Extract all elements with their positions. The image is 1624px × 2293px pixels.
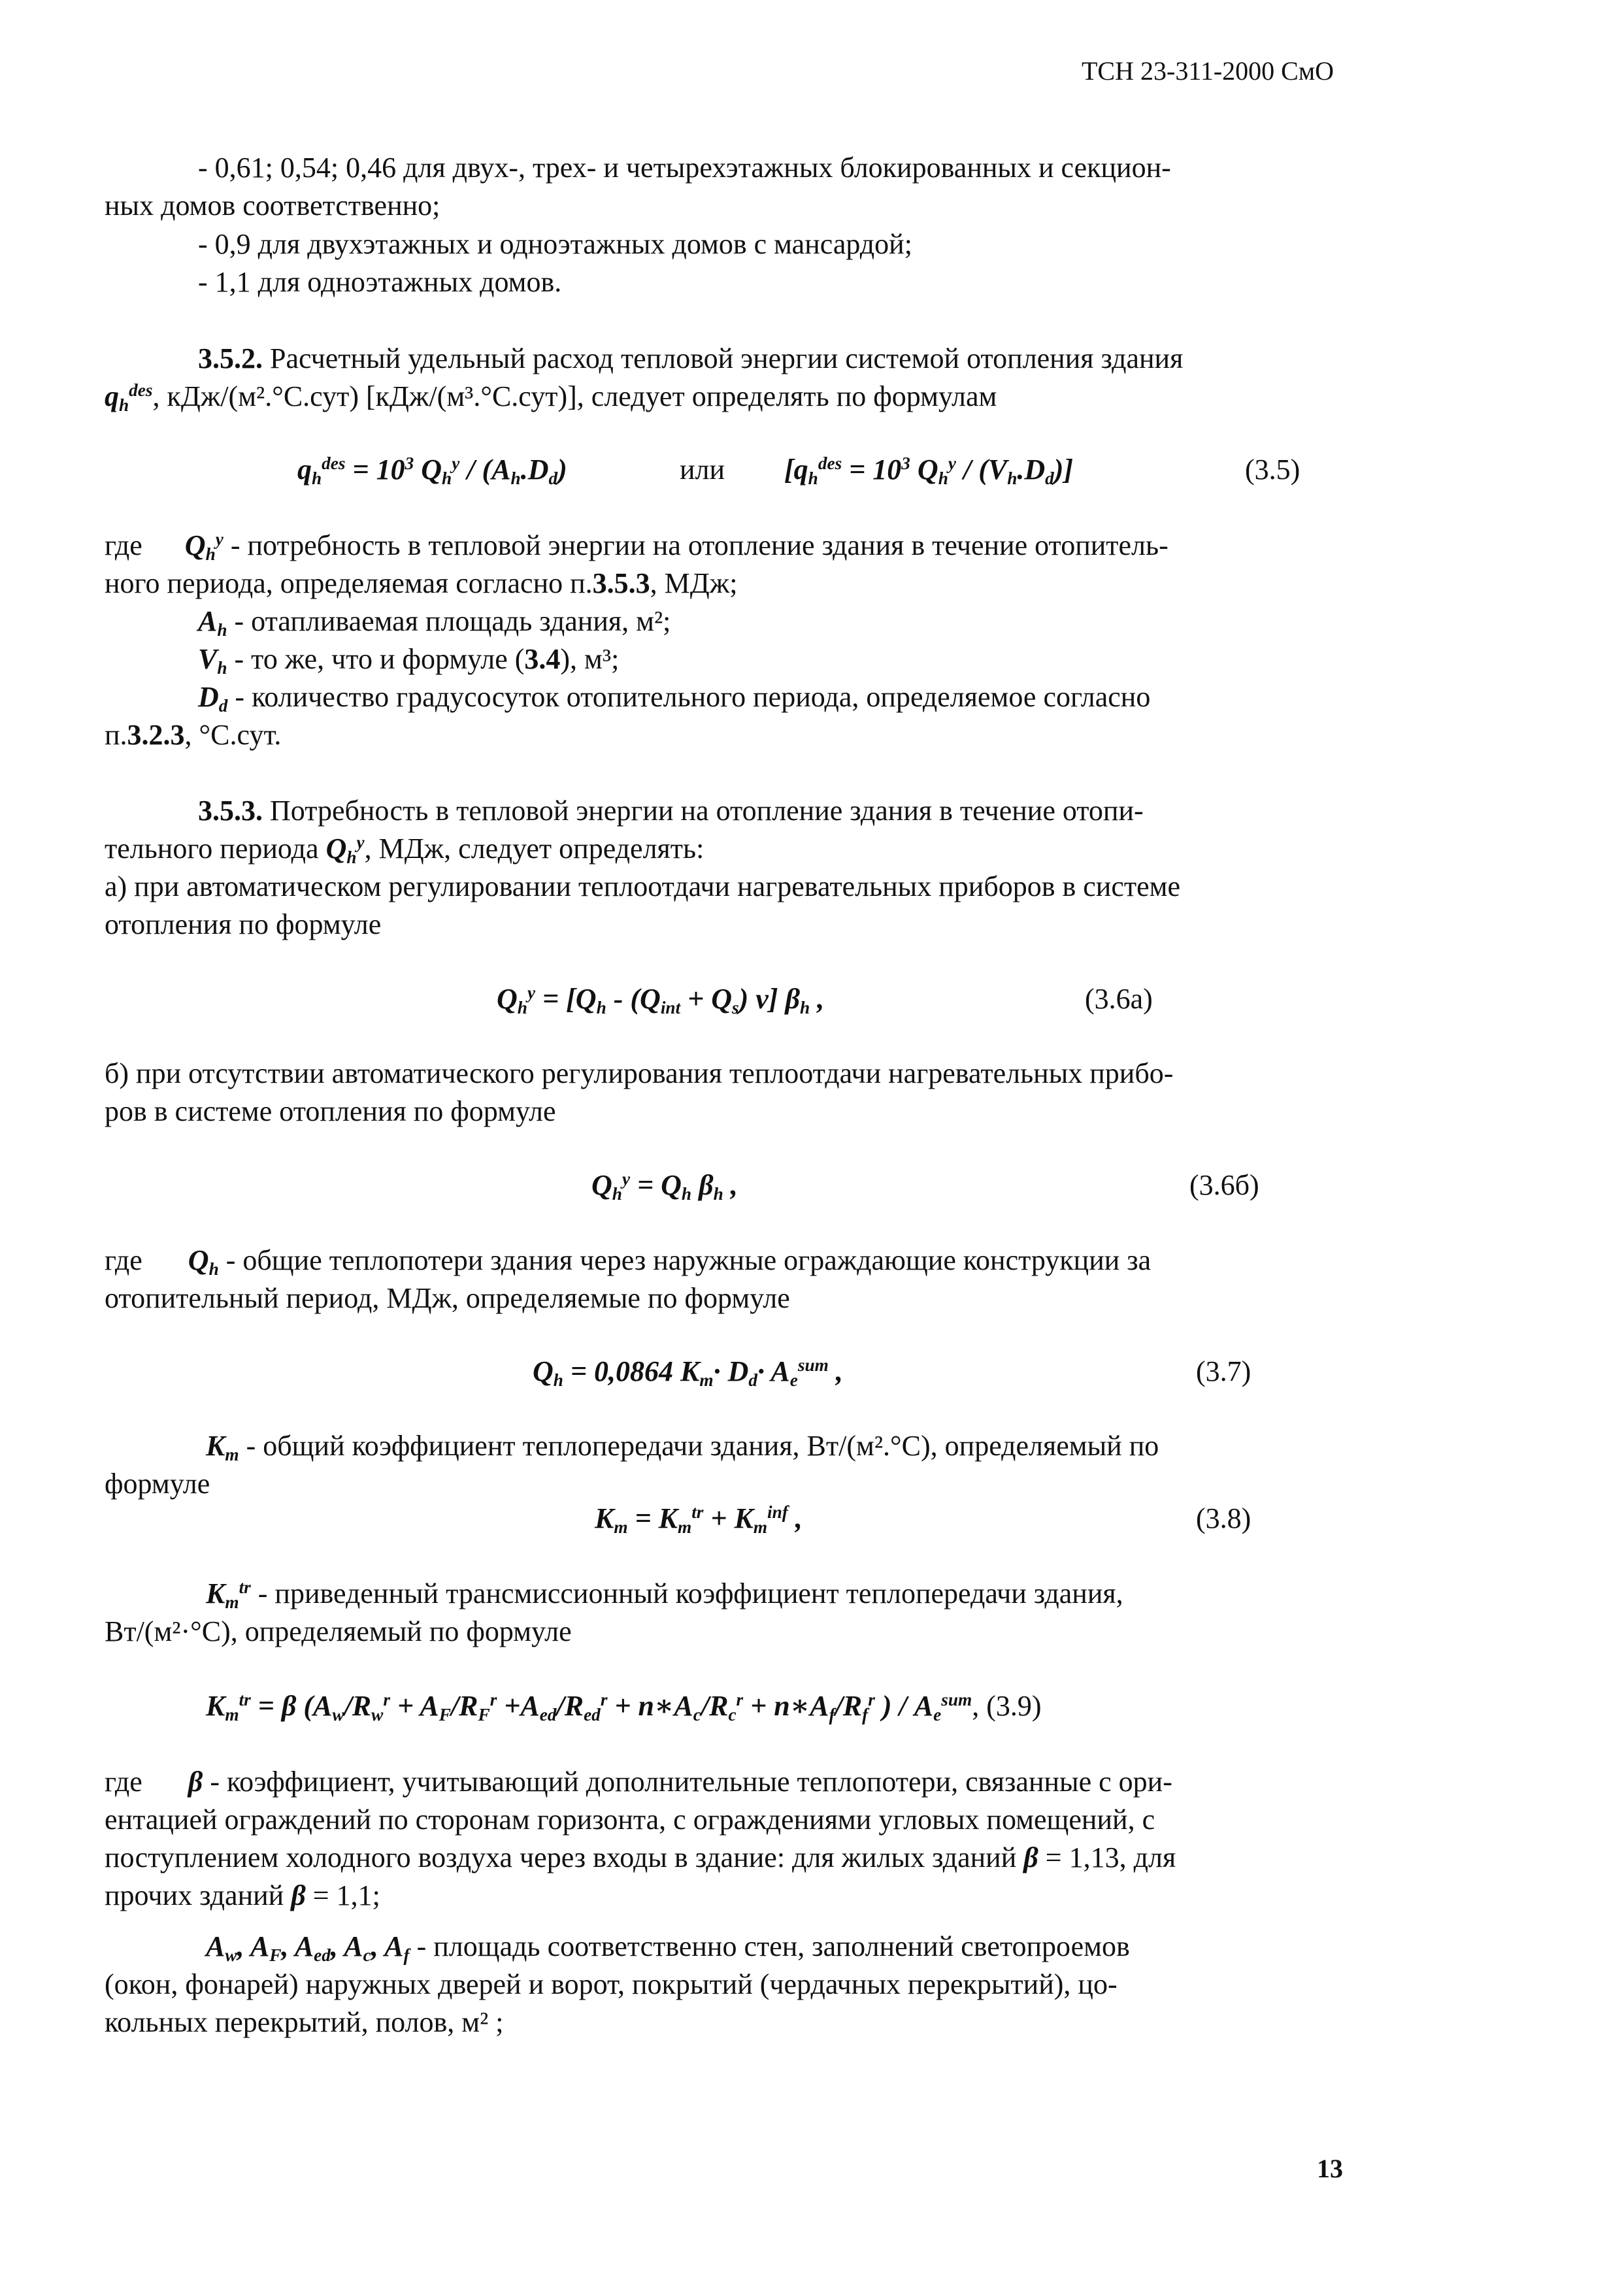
list-item-1b: ных домов соответственно;: [105, 190, 440, 222]
equation-3-6b: $Q_h^y = Q_h$ $\beta_h$ ,: [591, 1169, 738, 1204]
section-3-5-2-line2: $q_h^{des}$, кДж/(м².°С.сут) [кДж/(м³.°С.сут)], следует определять по формулам: [105, 380, 997, 416]
def-areas-line3: кольных перекрытий, полов, м² ;: [105, 2006, 504, 2038]
equation-3-6a: $Q_h^y = [Q_h - (Q_{int} + Q_s)$ ν] $\beta_h$ ,: [497, 983, 825, 1018]
section-number: 3.5.3.: [198, 795, 263, 827]
list-item-2: - 0,9 для двухэтажных и одноэтажных домов с мансардой;: [198, 228, 912, 260]
def-beta-line4: прочих зданий β = 1,1;: [105, 1879, 380, 1911]
def-ah: $A_h$ - отапливаемая площадь здания, м²;: [198, 605, 671, 640]
case-b-line2: ров в системе отопления по формуле: [105, 1095, 556, 1127]
equation-3-8-label: (3.8): [1196, 1502, 1251, 1534]
equation-3-5-label: (3.5): [1245, 454, 1301, 486]
case-b-line1: б) при отсутствии автоматического регулирования теплоотдачи нагревательных прибо-: [105, 1057, 1174, 1089]
equation-3-9: $K_m^{tr} = \beta$ ($A_w/R_w^r + A_F/R_F^r +A_{ed}/R_{ed}^r$ + $n∗A_c/R_c^r$ + $n∗A_f/R_f^r$ ) / $A_e^{sum}$, (3.9): [206, 1690, 1042, 1725]
def-beta-line3: поступлением холодного воздуха через входы в здание: для жилых зданий β = 1,13, для: [105, 1841, 1176, 1873]
def-areas-line2: (окон, фонарей) наружных дверей и ворот, покрытий (чердачных перекрытий), цо-: [105, 1968, 1118, 2000]
def-beta-line1: где β - коэффициент, учитывающий дополнительные теплопотери, связанные с ори-: [105, 1766, 1172, 1798]
section-3-5-2-line1: 3.5.2. Расчетный удельный расход тепловой энергии системой отопления здания: [198, 342, 1184, 374]
def-kmtr-line2: Вт/(м²·°С), определяемый по формуле: [105, 1615, 572, 1647]
def-areas-line1: $A_w$, $A_F$, $A_{ed}$, $A_c$, $A_f$ - площадь соответственно стен, заполнений светопроемов: [206, 1930, 1130, 1966]
def-vh: $V_h$ - то же, что и формуле (3.4), м³;: [198, 643, 620, 678]
def-kmtr-line1: $K_m^{tr}$ - приведенный трансмиссионный коэффициент теплопередачи здания,: [206, 1577, 1123, 1613]
def-qhy-line1: где $Q_h^y$ - потребность в тепловой энергии на отопление здания в течение отопитель-: [105, 529, 1168, 565]
section-number: 3.5.2.: [198, 342, 263, 374]
equation-3-9-label: , (3.9): [972, 1690, 1042, 1722]
equation-3-6a-label: (3.6а): [1085, 983, 1153, 1015]
equation-3-7: $Q_h = 0,0864$ $K_m\cdot D_d\cdot A_e^{sum}$ ,: [533, 1355, 843, 1391]
section-3-5-3-line2: тельного периода $Q_h^y$, МДж, следует определять:: [105, 833, 704, 868]
equation-3-5-or: или: [680, 454, 725, 486]
equation-3-5-left: $q_h^{des} = 10^3$ $Q_h^y / (A_h.D_d)$: [297, 454, 567, 489]
def-dd-line1: $D_d$ - количество градусосуток отопительного периода, определяемое согласно: [198, 681, 1151, 716]
equation-3-5-right: [$q_h^{des} = 10^3$ $Q_h^y / (V_h.D_d)$]: [784, 454, 1074, 489]
def-km-line2: формуле: [105, 1468, 210, 1500]
def-beta-line2: ентацией ограждений по сторонам горизонта, с ограждениями угловых помещений, с: [105, 1804, 1155, 1836]
def-qh-line1: где $Q_h$ - общие теплопотери здания через наружные ограждающие конструкции за: [105, 1244, 1152, 1279]
equation-3-8: $K_m = K_m^{tr} + K_m^{inf}$ ,: [595, 1502, 803, 1538]
def-qh-line2: отопительный период, МДж, определяемые по формуле: [105, 1282, 790, 1314]
list-item-3: - 1,1 для одноэтажных домов.: [198, 266, 562, 298]
def-km-line1: $K_m$ - общий коэффициент теплопередачи здания, Вт/(м².°С), определяемый по: [206, 1430, 1159, 1465]
doc-code-header: ТСН 23-311-2000 СмО: [1082, 56, 1334, 86]
def-qhy-line2: ного периода, определяемая согласно п.3.5.3, МДж;: [105, 567, 738, 599]
case-a-line1: а) при автоматическом регулировании теплоотдачи нагревательных приборов в системе: [105, 870, 1181, 902]
list-item-1a: - 0,61; 0,54; 0,46 для двух-, трех- и четырехэтажных блокированных и секцион-: [198, 152, 1171, 184]
case-a-line2: отопления по формуле: [105, 908, 382, 940]
equation-3-7-label: (3.7): [1196, 1355, 1251, 1387]
def-dd-line2: п.3.2.3, °С.сут.: [105, 719, 282, 751]
page-number: 13: [1317, 2154, 1343, 2183]
section-3-5-3-line1: 3.5.3. Потребность в тепловой энергии на отопление здания в течение отопи-: [198, 795, 1144, 827]
equation-3-6b-label: (3.6б): [1189, 1169, 1259, 1201]
